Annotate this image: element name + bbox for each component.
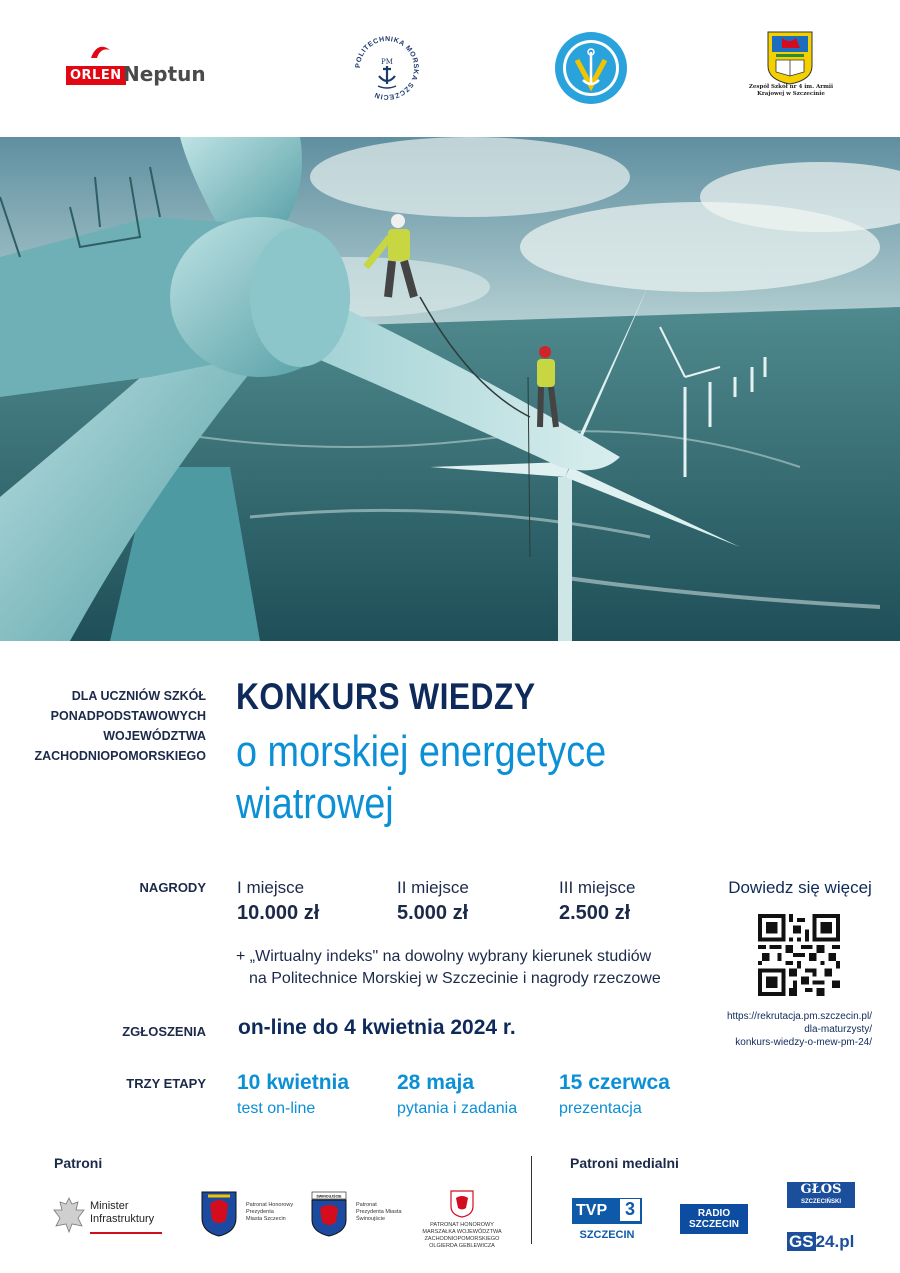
registration-label: ZGŁOSZENIA xyxy=(122,1024,206,1039)
prize-place-1: I miejsce xyxy=(237,878,305,897)
prize-place-2: II miejsce xyxy=(397,878,469,897)
patrons-heading: Patroni xyxy=(54,1155,103,1171)
stage-desc-3: prezentacja xyxy=(559,1100,642,1117)
prize-place-3: III miejsce xyxy=(559,878,636,897)
tvp-channel-number: 3 xyxy=(620,1199,640,1221)
szczecin-line-3: Miasta Szczecin xyxy=(246,1216,286,1222)
swinoujscie-patronage-text xyxy=(356,1202,402,1223)
swinoujscie-banner-text: ŚWINOUJŚCIE xyxy=(316,1194,342,1199)
media-patrons-heading: Patroni medialni xyxy=(570,1155,679,1171)
swinoujscie-line-3: Świnoujście xyxy=(356,1216,386,1222)
stages-label: TRZY ETAPY xyxy=(126,1076,206,1091)
stage-desc-1: test on-line xyxy=(237,1100,316,1117)
radio-line-2: SZCZECIN xyxy=(689,1219,739,1230)
tvp-wordmark: TVP xyxy=(576,1202,608,1219)
swinoujscie-line-2: Prezydenta Miasta xyxy=(356,1209,402,1215)
extra-prize-text xyxy=(236,946,661,990)
marshal-line-3: ZACHODNIOPOMORSKIEGO xyxy=(424,1236,500,1242)
prize-amount-2: 5.000 zł xyxy=(397,902,469,924)
szczecin-crest-icon xyxy=(200,1190,238,1238)
url-line-2: dla-maturzysty/ xyxy=(804,1024,872,1035)
ministry-line-1: Minister xyxy=(90,1200,129,1212)
szczecin-line-2: Prezydenta xyxy=(246,1209,274,1215)
extra-line-2: na Politechnice Morskiej w Szczecinie i nagrody rzeczowe xyxy=(249,970,661,987)
marshal-patronage-text xyxy=(422,1222,502,1250)
glos-line-1: GŁOS xyxy=(800,1182,842,1197)
subtitle-line-1: o morskiej energetyce xyxy=(236,727,607,776)
ministry-line-2: Infrastruktury xyxy=(90,1213,155,1225)
szczecin-line-1: Patronat Honorowy xyxy=(246,1202,294,1208)
tvp-region: SZCZECIN xyxy=(579,1229,635,1241)
tvp3-logo xyxy=(572,1198,642,1224)
registration-deadline: on-line do 4 kwietnia 2024 r. xyxy=(238,1016,516,1039)
politechnika-morska-logo xyxy=(352,28,422,108)
url-line-3: konkurs-wiedzy-o-mew-pm-24/ xyxy=(735,1037,872,1048)
gs24-suffix: 24.pl xyxy=(815,1232,855,1251)
pm-ring-text: POLITECHNIKA MORSKA SZCZECIN xyxy=(354,35,420,101)
swinoujscie-line-1: Patronat xyxy=(356,1202,377,1208)
prize-amount-1: 10.000 zł xyxy=(237,902,320,924)
stage-date-1: 10 kwietnia xyxy=(237,1071,350,1094)
audience-line: ZACHODNIOPOMORSKIEGO xyxy=(34,749,206,763)
radio-szczecin-logo xyxy=(680,1204,748,1234)
contest-title: KONKURS WIEDZY xyxy=(236,676,536,717)
swinoujscie-crest-icon xyxy=(310,1190,348,1238)
orlen-neptun-logo xyxy=(66,44,206,90)
pm-monogram: PM xyxy=(381,58,393,66)
audience-line: WOJEWÓDZTWA xyxy=(103,729,206,743)
radio-line-1: RADIO xyxy=(697,1208,731,1219)
audience-text xyxy=(30,686,206,766)
orlen-eagle-icon xyxy=(89,44,111,60)
audience-line: PONADPODSTAWOWYCH xyxy=(50,709,206,723)
zs4-crest-logo xyxy=(760,26,820,112)
marshal-line-2: MARSZAŁKA WOJEWÓDZTWA xyxy=(422,1229,502,1235)
subtitle-line-2: wiatrowej xyxy=(236,779,394,828)
ministry-logo-text xyxy=(90,1200,154,1226)
ministry-underline xyxy=(90,1232,162,1234)
orlen-wordmark: ORLEN xyxy=(66,66,126,85)
contest-subtitle xyxy=(236,726,606,830)
footer-divider xyxy=(531,1156,532,1244)
qr-code[interactable] xyxy=(758,914,840,996)
gs24-logo xyxy=(787,1232,854,1252)
hero-wind-turbine-image xyxy=(0,137,900,641)
stage-date-3: 15 czerwca xyxy=(559,1071,670,1094)
zsm-emblem-logo xyxy=(553,30,629,106)
more-info-url[interactable] xyxy=(700,1010,872,1049)
extra-line-1: + „Wirtualny indeks" na dowolny wybrany kierunek studiów xyxy=(236,948,652,965)
zs4-caption: Zespół Szkół nr 4 im. Armii Krajowej w Szczecinie xyxy=(748,84,834,97)
prize-amount-3: 2.500 zł xyxy=(559,902,631,924)
gs24-box: GS xyxy=(789,1232,814,1251)
marshal-line-4: OLGIERDA GEBLEWICZA xyxy=(429,1243,495,1249)
glos-szczecinski-logo xyxy=(787,1182,855,1208)
stage-date-2: 28 maja xyxy=(397,1071,475,1094)
szczecin-patronage-text xyxy=(246,1202,293,1223)
audience-line: DLA UCZNIÓW SZKÓŁ xyxy=(71,689,206,703)
marshal-crest-icon xyxy=(450,1190,474,1218)
prizes-label: NAGRODY xyxy=(139,880,206,895)
url-line-1: https://rekrutacja.pm.szczecin.pl/ xyxy=(726,1011,872,1022)
glos-line-2: SZCZECIŃSKI xyxy=(800,1199,841,1205)
stage-desc-2: pytania i zadania xyxy=(397,1100,518,1117)
more-info-heading: Dowiedz się więcej xyxy=(728,878,872,897)
polish-eagle-icon xyxy=(52,1196,86,1234)
marshal-line-1: PATRONAT HONOROWY xyxy=(430,1222,494,1228)
neptun-wordmark: Neptun xyxy=(123,62,206,86)
